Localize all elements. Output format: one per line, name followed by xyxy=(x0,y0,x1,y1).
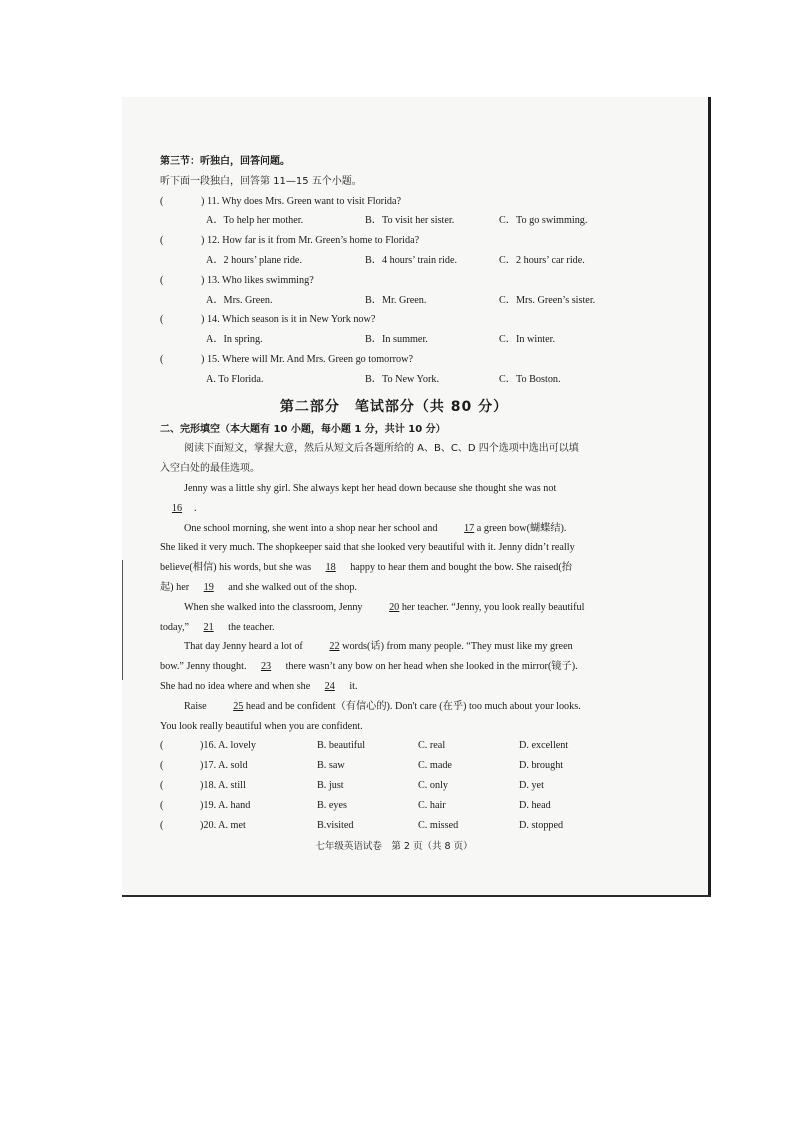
passage-line: One school morning, she went into a shop near her school and 17 a green bow(蝴蝶结). xyxy=(160,519,628,539)
passage-line: Raise 25 head and be confident（有信心的). Don't care (在乎) too much about your looks. xyxy=(160,697,628,717)
blank-25: 25 xyxy=(233,700,244,712)
cloze-instruction-2: 入空白处的最佳选项。 xyxy=(160,463,260,475)
scan-edge-bottom xyxy=(122,895,711,897)
answer-bracket[interactable]: ( xyxy=(160,779,164,791)
section3-instruction: 听下面一段独白，回答第 11—15 五个小题。 xyxy=(160,175,362,187)
question-12: ( ) 12. How far is it from Mr. Green’s home to Florida? xyxy=(160,231,628,251)
answer-bracket[interactable]: ( xyxy=(160,760,164,772)
options-15: A. To Florida. B．To New York. C．To Boston. xyxy=(206,373,561,385)
answer-bracket[interactable]: ( xyxy=(160,799,164,811)
choice-18: ( )18. A. still B. just C. only D. yet xyxy=(160,776,628,796)
answer-bracket[interactable]: ( xyxy=(160,819,164,831)
blank-21: 21 xyxy=(203,621,214,633)
passage-line: 起) her 19 and she walked out of the shop. xyxy=(160,578,628,598)
choice-19: ( )19. A. hand B. eyes C. hair D. head xyxy=(160,796,628,816)
passage-line: She had no idea where and when she 24 it. xyxy=(160,677,628,697)
answer-bracket[interactable]: ( xyxy=(160,274,164,286)
cloze-heading: 二、完形填空（本大题有 10 小题，每小题 1 分，共计 10 分） xyxy=(160,423,446,435)
answer-bracket[interactable]: ( xyxy=(160,314,164,326)
options-12: A．2 hours’ plane ride. B．4 hours’ train ride. C．2 hours’ car ride. xyxy=(206,254,585,266)
question-14: ( ) 14. Which season is it in New York now? xyxy=(160,310,628,330)
passage-line: When she walked into the classroom, Jenny 20 her teacher. “Jenny, you look really beautiful xyxy=(160,598,628,618)
section3-heading: 第三节：听独白，回答问题。 xyxy=(160,156,290,167)
passage-line: You look really beautiful when you are confident. xyxy=(160,720,363,732)
cloze-instruction-1: 阅读下面短文，掌握大意，然后从短文后各题所给的 A、B、C、D 四个选项中选出可以填 xyxy=(184,443,579,455)
blank-17: 17 xyxy=(464,522,475,534)
page-footer: 七年级英语试卷 第 2 页（共 8 页） xyxy=(315,841,473,853)
passage-line: bow.” Jenny thought. 23 there wasn’t any bow on her head when she looked in the mirror(镜子). xyxy=(160,657,628,677)
scan-edge-left xyxy=(122,560,123,680)
answer-bracket[interactable]: ( xyxy=(160,740,164,752)
scan-edge-right xyxy=(708,97,711,897)
answer-bracket[interactable]: ( xyxy=(160,195,164,207)
blank-18: 18 xyxy=(325,562,336,574)
passage-line: She liked it very much. The shopkeeper said that she looked very beautiful with it. Jenny didn’t really xyxy=(160,542,575,554)
blank-19: 19 xyxy=(203,581,214,593)
blank-22: 22 xyxy=(329,641,340,653)
options-11: A．To help her mother. B．To visit her sister. C．To go swimming. xyxy=(206,215,588,227)
answer-bracket[interactable]: ( xyxy=(160,235,164,247)
blank-16: 16 xyxy=(171,502,183,514)
page-content xyxy=(160,152,628,857)
choice-17: ( )17. A. sold B. saw C. made D. brought xyxy=(160,756,628,776)
options-14: A．In spring. B．In summer. C．In winter. xyxy=(206,334,556,346)
choice-16: ( )16. A. lovely B. beautiful C. real D. excellent xyxy=(160,736,628,756)
question-15: ( ) 15. Where will Mr. And Mrs. Green go tomorrow? xyxy=(160,350,628,370)
question-11: ( ) 11. Why does Mrs. Green want to visit Florida? xyxy=(160,192,628,212)
part2-title: 第二部分 笔试部分（共 80 分） xyxy=(279,398,509,415)
passage-line: Jenny was a little shy girl. She always kept her head down because she thought she was not xyxy=(184,482,557,494)
question-13: ( ) 13. Who likes swimming? xyxy=(160,271,628,291)
blank-24: 24 xyxy=(324,680,335,692)
choice-20: ( )20. A. met B.visited C. missed D. stopped xyxy=(160,816,628,836)
options-13: A．Mrs. Green. B．Mr. Green. C．Mrs. Green’s sister. xyxy=(206,294,596,306)
blank-20: 20 xyxy=(389,601,400,613)
answer-bracket[interactable]: ( xyxy=(160,353,164,365)
passage-line: 16 . xyxy=(160,499,628,519)
passage-line: today,” 21 the teacher. xyxy=(160,618,628,638)
passage-line: That day Jenny heard a lot of 22 words(话) from many people. “They must like my green xyxy=(160,637,628,657)
passage-line: believe(相信) his words, but she was 18 happy to hear them and bought the bow. She raised(抬 xyxy=(160,558,628,578)
blank-23: 23 xyxy=(260,661,272,673)
